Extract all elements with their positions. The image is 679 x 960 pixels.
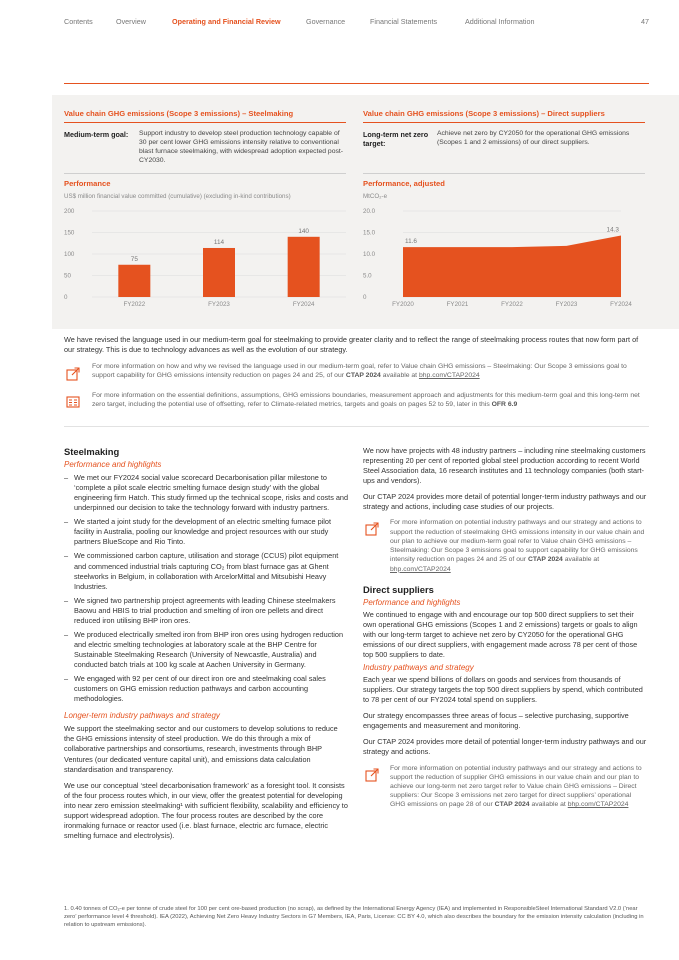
note-steelmaking-pathways	[363, 518, 648, 573]
bar-value-label: 75	[130, 255, 138, 263]
y-tick-label: 100	[64, 251, 75, 258]
list-item: – We engaged with 92 per cent of our direct iron ore and steelmaking coal sales customers on GHG emission reduction pathways and carbon accounting methodologies.	[64, 674, 349, 704]
note4-text: For more information on potential industry pathways and our strategy and actions to support the reduction of supplier GHG emissions in our value chain and our plan to achieve our long-term net zero target refer to Value chain GHG emissions – Direct suppliers: Our Scope 3 emissions net zero target for direct suppliers’ operational GHG emissions on page 28 of our	[390, 764, 642, 809]
note3-text: For more information on potential industry pathways and our strategy and actions to support the reduction of steelmaking GHG emissions intensity in our value chain and our plan to achieve our medium-term goal refer to Value chain GHG emissions – Steelmaking: Our Scope 3 emissions goal to support capability for GHG emissions intensity reduction on pages 24 and 25 of our	[390, 519, 645, 564]
x-tick-label: FY2021	[446, 301, 469, 308]
x-tick-label: FY2023	[208, 301, 230, 308]
bar-value-label: 140	[298, 227, 310, 235]
x-tick-label: FY2024	[610, 301, 632, 308]
note-suppliers-pathways	[363, 764, 648, 810]
x-tick-label: FY2022	[123, 301, 146, 308]
data-label-end: 14.3	[606, 226, 619, 234]
right-goal-rule	[363, 173, 645, 174]
nav-governance[interactable]: Governance	[306, 17, 346, 26]
bar-value-label: 114	[213, 238, 225, 246]
steelmaking-pathways-heading: Longer-term industry pathways and strategy	[64, 711, 220, 721]
note-revised-goal	[92, 362, 647, 380]
x-tick-label: FY2020	[392, 301, 414, 308]
y-tick-label: 200	[64, 208, 75, 215]
note1-available: available at	[382, 372, 418, 380]
steelmaking-pathways-p1: We support the steelmaking sector and our customers to develop solutions to reduce the GHG emissions intensity of steel production. We do this through a mix of collaborative partnerships and consortiums, research, investments through BHP Ventures (our dedicated venture capital unit), and emissions data calculation standardisation and transparency.	[64, 724, 338, 774]
document-icon[interactable]	[66, 395, 80, 409]
suppliers-pathways-heading: Industry pathways and strategy	[363, 663, 474, 673]
header-divider	[64, 83, 649, 84]
bar	[203, 248, 235, 297]
note3-available: available at	[564, 556, 600, 564]
right-goal-label: Long-term net zero target:	[363, 130, 429, 149]
footnote: 1. 0.40 tonnes of CO₂-e per tonne of crude steel for 100 per cent ore-based production (no scrap), as defined by the International Energy Agency (IEA) and implemented in ResponsibleSteel International Standard V2.0 (‘near zero’ performance level 4 threshold). IEA (2022), Achieving Net Zero Heavy Industry Sectors in G7 Members, IEA, Paris, License: CC BY 4.0, which also describes the boundary for the emission intensity calculation (including in relation to upstream emissions).	[64, 906, 644, 929]
suppliers-ctap-paragraph: Our CTAP 2024 provides more detail of potential longer-term industry pathways and our strategy and actions.	[363, 737, 647, 757]
note1-ctap: CTAP 2024	[345, 372, 381, 380]
page-number: 47	[641, 17, 649, 26]
steelmaking-heading: Steelmaking	[64, 446, 120, 457]
direct-suppliers-heading: Direct suppliers	[363, 583, 434, 595]
external-link-icon[interactable]	[365, 768, 379, 782]
suppliers-area-chart	[359, 203, 649, 313]
nav-financial-statements[interactable]: Financial Statements	[370, 17, 438, 26]
list-item: – We started a joint study for the development of an electric smelting furnace pilot facility in Australia, pooling our knowledge and project resources with our study partners BlueScope and Rio Tinto.	[64, 517, 349, 547]
y-tick-label: 0	[363, 294, 367, 301]
bar	[118, 265, 150, 297]
list-item: – We produced electrically smelted iron from BHP iron ores using hydrogen reduction and electric smelting technologies at laboratory scale at the BHP Centre for Sustainable Steelmaking Research (University of Newcastle, Australia) and conducted batch trials at 100 kg scale at Aachen University in Germany.	[64, 630, 349, 670]
left-perf-subtitle: US$ million financial value committed (cumulative) (excluding in-kind contributions)	[64, 193, 291, 200]
note4-link[interactable]: bhp.com/CTAP2024	[567, 801, 629, 809]
right-panel-title: Value chain GHG emissions (Scope 3 emissions) – Direct suppliers	[363, 109, 605, 118]
data-label-start: 11.6	[405, 238, 417, 246]
nav-operating-financial-review[interactable]: Operating and Financial Review	[172, 17, 281, 26]
note-definitions	[92, 391, 647, 409]
suppliers-highlights-heading: Performance and highlights	[363, 597, 461, 607]
note2-ofr[interactable]: OFR 6.9	[491, 401, 518, 409]
note1-text: For more information on how and why we revised the language used in our medium-term goal, refer to Value chain GHG emissions – Steelmaking: Our Scope 3 emissions goal to support capability for GHG emissions intensity reduction on pages 24 and 25, of our	[92, 363, 627, 380]
x-tick-label: FY2022	[501, 301, 523, 308]
suppliers-focus-paragraph: Our strategy encompasses three areas of focus – selective purchasing, supportive engagements and measurement and monitoring.	[363, 711, 629, 731]
revised-statement: We have revised the language used in our medium-term goal for steelmaking to provide greater clarity and to reflect the range of steelmaking process routes that now form part of our strategy. This is due to technology advances as well as the evolution of our strategy.	[64, 335, 639, 355]
top-navigation	[64, 17, 649, 29]
right-perf-unit: MtCO₂-e	[363, 193, 388, 200]
nav-contents[interactable]: Contents	[64, 17, 93, 26]
ctap-paragraph: Our CTAP 2024 provides more detail of potential longer-term industry pathways and our strategy and actions, including case studies of our projects.	[363, 492, 647, 512]
steelmaking-highlights-list	[64, 473, 349, 704]
steelmaking-pathways-p2: We use our conceptual ‘steel decarbonisation framework’ as a foresight tool. It consists of the four process routes which, in our view, offer the greatest potential for developing into near zero emission steelmaking¹ with sufficient flexibility, scalability and efficiency to support widespread adoption. The four process routes are described by the core ironmaking furnace or reactor used (i.e. blast furnace, electric arc furnace, electric smelting furnace and electrolysis).	[64, 780, 348, 840]
right-column	[363, 446, 648, 810]
suppliers-highlights-paragraph: We continued to engage with and encourage our top 500 direct suppliers to set their own operational GHG emissions (Scopes 1 and 2 emissions) targets or goals to align with our long-term target to achieve net zero by CY2050 for the operational GHG emissions of our direct suppliers, with engagement made across 78 per cent of those top 500 suppliers to date.	[363, 609, 638, 660]
right-goal-text: Achieve net zero by CY2050 for the operational GHG emissions (Scopes 1 and 2 emissions) of our direct suppliers.	[437, 130, 630, 146]
right-title-rule	[363, 122, 645, 123]
note4-available: available at	[531, 801, 566, 809]
steelmaking-bar-chart	[60, 203, 350, 313]
note2-text: For more information on the essential definitions, assumptions, GHG emissions boundaries, measurement approach and adjustments for this medium-term goal and this long-term net zero target, including the potential use of offsetting, refer to Climate-related metrics, targets and goals on pages 52 to 59, later in this	[92, 392, 640, 409]
left-goal-label: Medium-term goal:	[64, 130, 129, 139]
left-title-rule	[64, 122, 346, 123]
note3-ctap: CTAP 2024	[527, 556, 563, 564]
external-link-icon[interactable]	[365, 522, 379, 536]
y-tick-label: 15.0	[363, 229, 376, 237]
left-goal-text: Support industry to develop steel production technology capable of 30 per cent lower GHG emissions intensity relative to conventional blast furnace steelmaking, with widespread adoption expected post-CY2030.	[139, 130, 344, 164]
x-tick-label: FY2023	[555, 301, 578, 308]
x-tick-label: FY2024	[292, 301, 315, 308]
y-tick-label: 5.0	[363, 272, 372, 280]
left-panel-title: Value chain GHG emissions (Scope 3 emissions) – Steelmaking	[64, 109, 294, 118]
bar	[288, 237, 320, 297]
y-tick-label: 150	[64, 229, 75, 237]
left-perf-title: Performance	[64, 179, 111, 188]
steelmaking-highlights-heading: Performance and highlights	[64, 460, 162, 469]
section-divider	[64, 426, 649, 427]
y-tick-label: 0	[64, 294, 68, 301]
list-item: – We met our FY2024 social value scorecard Decarbonisation pillar milestone to ‘complete a pilot scale electric smelting furnace design study’ with the global engineering firm Hatch. This study firmed up the technical scope, risks and costs and underpinned our decision to take the technology forward with industry partners.	[64, 473, 349, 513]
list-item: – We commissioned carbon capture, utilisation and storage (CCUS) pilot equipment and commenced industrial trials capturing CO₂ from blast furnace gas at Ghent steelworks in Belgium, in collaboration with ArcelorMittal and Mitsubishi Heavy Industries.	[64, 551, 349, 591]
y-tick-label: 50	[64, 272, 71, 280]
left-goal-rule	[64, 173, 346, 174]
y-tick-label: 10.0	[363, 251, 376, 258]
steelmaking-section	[64, 446, 349, 841]
note4-ctap: CTAP 2024	[494, 801, 530, 809]
area-series	[403, 236, 621, 297]
note3-link[interactable]: bhp.com/CTAP2024	[390, 565, 451, 573]
nav-overview[interactable]: Overview	[116, 17, 146, 26]
suppliers-spend-paragraph: Each year we spend billions of dollars on goods and services from thousands of suppliers. Our strategy targets the top 500 direct suppliers by spend, which contributed to 78 per cent of our FY2024 total spend on suppliers.	[363, 675, 643, 705]
list-item: – We signed two partnership project agreements with leading Chinese steelmakers Baowu and HBIS to trial production and smelting of iron ore pellets and direct reduced iron utilising BHP iron ores.	[64, 596, 349, 626]
external-link-icon[interactable]	[66, 367, 80, 381]
note1-link[interactable]: bhp.com/CTAP2024	[418, 372, 480, 380]
right-perf-title: Performance, adjusted	[363, 179, 445, 188]
y-tick-label: 20.0	[363, 208, 376, 215]
nav-additional-information[interactable]: Additional Information	[465, 17, 535, 26]
partners-paragraph: We now have projects with 48 industry partners – including nine steelmaking customers representing 20 per cent of reported global steel production according to recent World Steel Association data, 16 research institutes and 11 technology companies (both start-ups and vendors).	[363, 446, 646, 486]
